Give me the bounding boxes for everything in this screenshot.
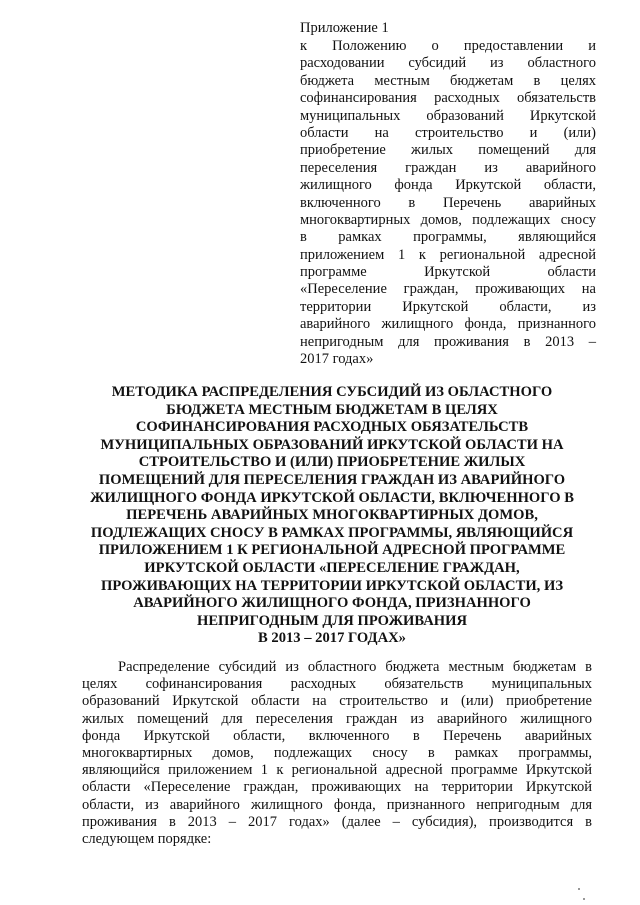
scan-speck: [583, 898, 585, 900]
appendix-line: расходовании субсидий из областного: [300, 55, 596, 72]
document-heading: [60, 384, 604, 648]
appendix-line: приложением 1 к региональной адресной: [300, 246, 596, 263]
heading-line: ПРОЖИВАЮЩИХ НА ТЕРРИТОРИИ ИРКУТСКОЙ ОБЛАСТИ, ИЗ: [100, 577, 564, 594]
body-paragraph: [82, 659, 592, 848]
body-line: жилых помещений для переселения граждан из аварийного жилищного: [82, 710, 592, 727]
heading-line: В 2013 – 2017 ГОДАХ»: [258, 630, 406, 647]
appendix-line: бюджета местным бюджетам в целях: [300, 72, 596, 89]
appendix-line: 2017 годах»: [300, 351, 374, 368]
heading-line: ПРИЛОЖЕНИЕМ 1 К РЕГИОНАЛЬНОЙ АДРЕСНОЙ ПРОГРАММЕ: [98, 542, 566, 559]
body-line: Распределение субсидий из областного бюджета местным бюджетам в: [118, 659, 592, 675]
heading-line: МУНИЦИПАЛЬНЫХ ОБРАЗОВАНИЙ ИРКУТСКОЙ ОБЛАСТИ НА: [100, 436, 564, 453]
appendix-line: области на строительство и (или): [300, 124, 596, 141]
appendix-line: территории Иркутской области, из: [300, 298, 596, 315]
appendix-line: муниципальных образований Иркутской: [300, 107, 596, 124]
body-line: фонда Иркутской области, включенного в Перечень аварийных: [82, 727, 592, 744]
heading-line: ПОМЕЩЕНИЙ ДЛЯ ПЕРЕСЕЛЕНИЯ ГРАЖДАН ИЗ АВАРИЙНОГО: [98, 471, 566, 488]
appendix-line: приобретение жилых помещений для: [300, 142, 596, 159]
appendix-line: софинансирования расходных обязательств: [300, 90, 596, 107]
appendix-reference: [300, 38, 596, 368]
heading-line: АВАРИЙНОГО ЖИЛИЩНОГО ФОНДА, ПРИЗНАННОГО: [133, 595, 531, 612]
appendix-line: непригодным для проживания в 2013 –: [300, 333, 596, 350]
body-line: целях софинансирования расходных обязательств муниципальных: [82, 676, 592, 693]
body-line: области «Переселение граждан, проживающих на территории Иркутской: [82, 779, 592, 796]
body-line: области, из аварийного жилищного фонда, признанного непригодным для: [82, 796, 592, 813]
body-line: являющийся приложением 1 к региональной адресной программе Иркутской: [82, 762, 592, 779]
appendix-title: Приложение 1: [300, 20, 389, 36]
heading-line: МЕТОДИКА РАСПРЕДЕЛЕНИЯ СУБСИДИЙ ИЗ ОБЛАСТНОГО: [111, 384, 553, 400]
heading-line: БЮДЖЕТА МЕСТНЫМ БЮДЖЕТАМ В ЦЕЛЯХ: [166, 401, 498, 418]
heading-line: ПЕРЕЧЕНЬ АВАРИЙНЫХ МНОГОКВАРТИРНЫХ ДОМОВ,: [126, 507, 538, 524]
appendix-line: переселения граждан из аварийного: [300, 159, 596, 176]
heading-line: СОФИНАНСИРОВАНИЯ РАСХОДНЫХ ОБЯЗАТЕЛЬСТВ: [135, 419, 529, 436]
scan-speck: [578, 888, 580, 890]
appendix-line: программе Иркутской области: [300, 264, 596, 281]
body-line: следующем порядке:: [82, 830, 212, 847]
appendix-line: «Переселение граждан, проживающих на: [300, 281, 596, 298]
appendix-line: к Положению о предоставлении и: [300, 38, 596, 54]
heading-line: ИРКУТСКОЙ ОБЛАСТИ «ПЕРЕСЕЛЕНИЕ ГРАЖДАН,: [144, 559, 520, 576]
heading-line: СТРОИТЕЛЬСТВО И (ИЛИ) ПРИОБРЕТЕНИЕ ЖИЛЫХ: [138, 454, 526, 471]
appendix-line: включенного в Перечень аварийных: [300, 194, 596, 211]
heading-line: ПОДЛЕЖАЩИХ СНОСУ В РАМКАХ ПРОГРАММЫ, ЯВЛЯЮЩИЙСЯ: [90, 524, 574, 541]
heading-line: ЖИЛИЩНОГО ФОНДА ИРКУТСКОЙ ОБЛАСТИ, ВКЛЮЧЕННОГО В: [90, 489, 574, 506]
body-line: проживания в 2013 – 2017 годах» (далее – субсидия), производится в: [82, 813, 592, 830]
appendix-line: жилищного фонда Иркутской области,: [300, 177, 596, 194]
body-line: образований Иркутской области на строительство и (или) приобретение: [82, 693, 592, 710]
heading-line: НЕПРИГОДНЫМ ДЛЯ ПРОЖИВАНИЯ: [196, 612, 468, 629]
appendix-line: в рамках программы, являющийся: [300, 229, 596, 246]
body-line: многоквартирных домов, подлежащих сносу в рамках программы,: [82, 744, 592, 761]
appendix-line: аварийного жилищного фонда, признанного: [300, 316, 596, 333]
appendix-line: многоквартирных домов, подлежащих сносу: [300, 211, 596, 228]
